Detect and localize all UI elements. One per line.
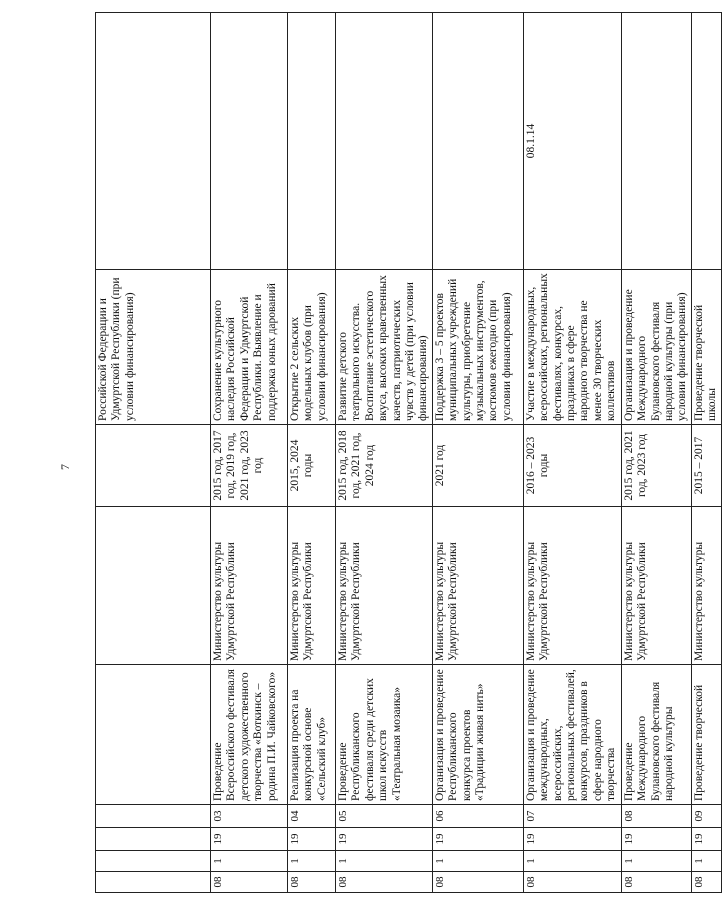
cell-event-name: Организация и проведение международных, всероссийских, региональных фестивалей, конкурсов, праздников в сфере народного творчества	[523, 665, 621, 805]
cell-event-code: 04	[288, 805, 336, 828]
table-row-continuation	[96, 13, 211, 893]
cell-event-code: 03	[211, 805, 288, 828]
cell-subprogram-code: 1	[621, 851, 691, 872]
cell-indicator-ref: 08.1.14	[523, 13, 621, 270]
cell-event-name: Проведение творческой	[691, 665, 721, 805]
rotated-page-content	[95, 13, 719, 893]
table-row	[288, 13, 336, 893]
cell-event-code: 05	[336, 805, 433, 828]
cell-empty	[96, 507, 211, 665]
cell-executor: Министерство культуры Удмуртской Республики	[432, 507, 523, 665]
cell-event-code: 07	[523, 805, 621, 828]
cell-program-code: 08	[432, 872, 523, 893]
table-row	[432, 13, 523, 893]
cell-goal: Российской Федерации и Удмуртской Республики (при условии финансирования)	[96, 270, 211, 425]
cell-subprogram-code: 1	[288, 851, 336, 872]
cell-subprogram-code: 1	[523, 851, 621, 872]
cell-program-code: 08	[336, 872, 433, 893]
cell-goal: Проведение творческой школы	[691, 270, 721, 425]
cell-subprogram-code: 1	[336, 851, 433, 872]
cell-executor: Министерство культуры	[691, 507, 721, 665]
cell-indicator-ref	[336, 13, 433, 270]
table-row	[523, 13, 621, 893]
table-row	[621, 13, 691, 893]
cell-indicator-ref	[211, 13, 288, 270]
cell-main-event-code: 19	[432, 828, 523, 851]
cell-event-code: 06	[432, 805, 523, 828]
table-row	[211, 13, 288, 893]
cell-goal: Участие в международных, всероссийских, региональных фестивалях, конкурсах, праздниках в сфере народного творчества не менее 30 творческих коллективов	[523, 270, 621, 425]
cell-program-code: 08	[621, 872, 691, 893]
cell-event-name: Проведение Республиканского фестиваля среди детских школ искусств «Театральная мозаика»	[336, 665, 433, 805]
cell-executor: Министерство культуры Удмуртской Республики	[336, 507, 433, 665]
cell-event-name: Реализация проекта на конкурсной основе «Сельский клуб»	[288, 665, 336, 805]
cell-goal: Поддержка 3 – 5 проектов муниципальных учреждений культуры, приобретение музыкальных инструментов, костюмов ежегодно (при условии финансирования)	[432, 270, 523, 425]
cell-event-name: Проведение Международного Булановского фестиваля народной культуры	[621, 665, 691, 805]
cell-empty	[96, 805, 211, 828]
cell-years: 2021 год	[432, 425, 523, 507]
cell-executor: Министерство культуры Удмуртской Республики	[211, 507, 288, 665]
cell-indicator-ref	[288, 13, 336, 270]
table-row	[691, 13, 721, 893]
cell-executor: Министерство культуры Удмуртской Республики	[523, 507, 621, 665]
cell-main-event-code: 19	[523, 828, 621, 851]
cell-main-event-code: 19	[691, 828, 721, 851]
cell-goal: Открытие 2 сельских модельных клубов (при условии финансирования)	[288, 270, 336, 425]
cell-empty	[96, 851, 211, 872]
cell-empty	[96, 828, 211, 851]
cell-goal: Развитие детского театрального искусства. Воспитание эстетического вкуса, высоких нравственных качеств, патриотических чувств у детей (при условии финансирования)	[336, 270, 433, 425]
cell-main-event-code: 19	[336, 828, 433, 851]
table-row	[336, 13, 433, 893]
cell-subprogram-code: 1	[691, 851, 721, 872]
program-table	[95, 12, 722, 893]
page-number: 7	[58, 464, 72, 470]
cell-years: 2015 год, 2017 год, 2019 год, 2021 год, 2023 год	[211, 425, 288, 507]
cell-empty	[96, 425, 211, 507]
cell-years: 2015 – 2017	[691, 425, 721, 507]
cell-years: 2015 год, 2018 год, 2021 год, 2024 год	[336, 425, 433, 507]
cell-empty	[96, 13, 211, 270]
cell-subprogram-code: 1	[432, 851, 523, 872]
cell-executor: Министерство культуры Удмуртской Республики	[621, 507, 691, 665]
cell-indicator-ref	[691, 13, 721, 270]
cell-event-code: 08	[621, 805, 691, 828]
cell-program-code: 08	[691, 872, 721, 893]
cell-program-code: 08	[288, 872, 336, 893]
cell-goal: Сохранение культурного наследия Российской Федерации и Удмуртской Республики. Выявление и поддержка юных дарований	[211, 270, 288, 425]
cell-main-event-code: 19	[211, 828, 288, 851]
cell-indicator-ref	[432, 13, 523, 270]
cell-executor: Министерство культуры Удмуртской Республики	[288, 507, 336, 665]
cell-years: 2015, 2024 годы	[288, 425, 336, 507]
cell-empty	[96, 872, 211, 893]
cell-main-event-code: 19	[621, 828, 691, 851]
cell-years: 2016 – 2023 годы	[523, 425, 621, 507]
cell-program-code: 08	[523, 872, 621, 893]
cell-empty	[96, 665, 211, 805]
cell-subprogram-code: 1	[211, 851, 288, 872]
cell-main-event-code: 19	[288, 828, 336, 851]
cell-event-code: 09	[691, 805, 721, 828]
cell-event-name: Проведение Всероссийского фестиваля детского художественного творчества «Воткинск – родина П.И. Чайковского»	[211, 665, 288, 805]
cell-program-code: 08	[211, 872, 288, 893]
cell-event-name: Организация и проведение Республиканского конкурса проектов «Традиции живая нить»	[432, 665, 523, 805]
cell-years: 2015 год, 2021 год, 2023 год	[621, 425, 691, 507]
cell-indicator-ref	[621, 13, 691, 270]
cell-goal: Организация и проведение Международного Булановского фестиваля народной культуры (при условии финансирования)	[621, 270, 691, 425]
